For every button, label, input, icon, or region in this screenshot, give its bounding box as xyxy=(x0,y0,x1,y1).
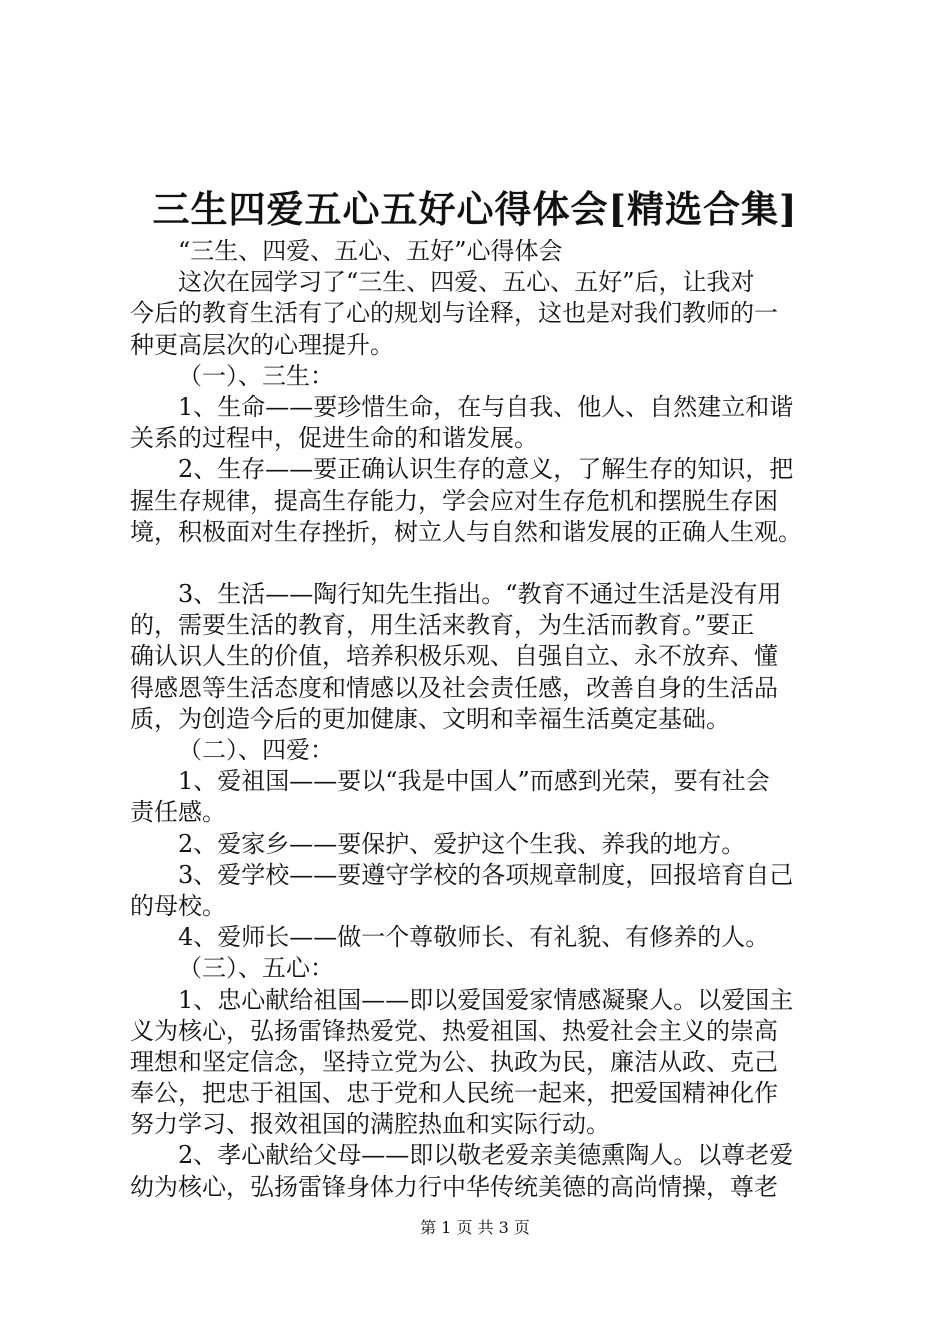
text-line: 义为核心，弘扬雷锋热爱党、热爱祖国、热爱社会主义的崇高 xyxy=(130,1016,778,1045)
text-line: 幼为核心，弘扬雷锋身体力行中华传统美德的高尚情操，尊老 xyxy=(130,1172,778,1201)
page-footer: 第 1 页 共 3 页 xyxy=(420,1218,530,1237)
document-title: 三生四爱五心五好心得体会[精选合集] xyxy=(152,187,798,231)
text-line: 4、爱师长——做一个尊敬师长、有礼貌、有修养的人。 xyxy=(178,923,770,952)
text-line: 1、生命——要珍惜生命，在与自我、他人、自然建立和谐 xyxy=(178,392,794,421)
text-line: 握生存规律，提高生存能力，学会应对生存危机和摆脱生存困 xyxy=(130,486,778,515)
text-line: 2、生存——要正确认识生存的意义，了解生存的知识，把 xyxy=(178,455,794,484)
text-line: 3、生活——陶行知先生指出。“教育不通过生活是没有用 xyxy=(178,580,782,609)
text-line: 2、孝心献给父母——即以敬老爱亲美德熏陶人。以尊老爱 xyxy=(178,1141,794,1170)
text-line: 理想和坚定信念，坚持立党为公、执政为民，廉洁从政、克己 xyxy=(130,1047,778,1076)
text-line: 3、爱学校——要遵守学校的各项规章制度，回报培育自己 xyxy=(178,860,794,889)
text-line: （二）、四爱： xyxy=(178,736,334,764)
text-line: 确认识人生的价值，培养积极乐观、自强自立、永不放弃、懂 xyxy=(130,642,778,671)
text-line: 1、爱祖国——要以“我是中国人”而感到光荣，要有社会 xyxy=(178,767,770,796)
blank-line xyxy=(130,548,830,579)
text-line: 1、忠心献给祖国——即以爱国爱家情感凝聚人。以爱国主 xyxy=(178,985,794,1014)
text-line: 境，积极面对生存挫折，树立人与自然和谐发展的正确人生观。 xyxy=(130,517,802,546)
text-line: （三）、五心： xyxy=(178,954,334,983)
text-line: 种更高层次的心理提升。 xyxy=(130,330,394,359)
text-line: 2、爱家乡——要保护、爱护这个生我、养我的地方。 xyxy=(178,829,746,858)
text-line: 的母校。 xyxy=(130,891,226,920)
text-line: 的，需要生活的教育，用生活来教育，为生活而教育。”要正 xyxy=(130,611,755,640)
text-line: “三生、四爱、五心、五好”心得体会 xyxy=(178,237,563,265)
text-line: 责任感。 xyxy=(130,798,226,827)
text-line: （一）、三生： xyxy=(178,361,334,390)
text-line: 关系的过程中，促进生命的和谐发展。 xyxy=(130,424,538,453)
text-line: 努力学习、报效祖国的满腔热血和实际行动。 xyxy=(130,1110,610,1139)
text-line: 质，为创造今后的更加健康、文明和幸福生活奠定基础。 xyxy=(130,704,730,733)
text-line: 奉公，把忠于祖国、忠于党和人民统一起来，把爱国精神化作 xyxy=(130,1079,778,1108)
text-line: 这次在园学习了“三生、四爱、五心、五好”后，让我对 xyxy=(178,268,755,297)
document-body xyxy=(130,236,830,1203)
text-line: 今后的教育生活有了心的规划与诠释，这也是对我们教师的一 xyxy=(130,299,778,328)
text-line: 得感恩等生活态度和情感以及社会责任感，改善自身的生活品 xyxy=(130,673,778,702)
